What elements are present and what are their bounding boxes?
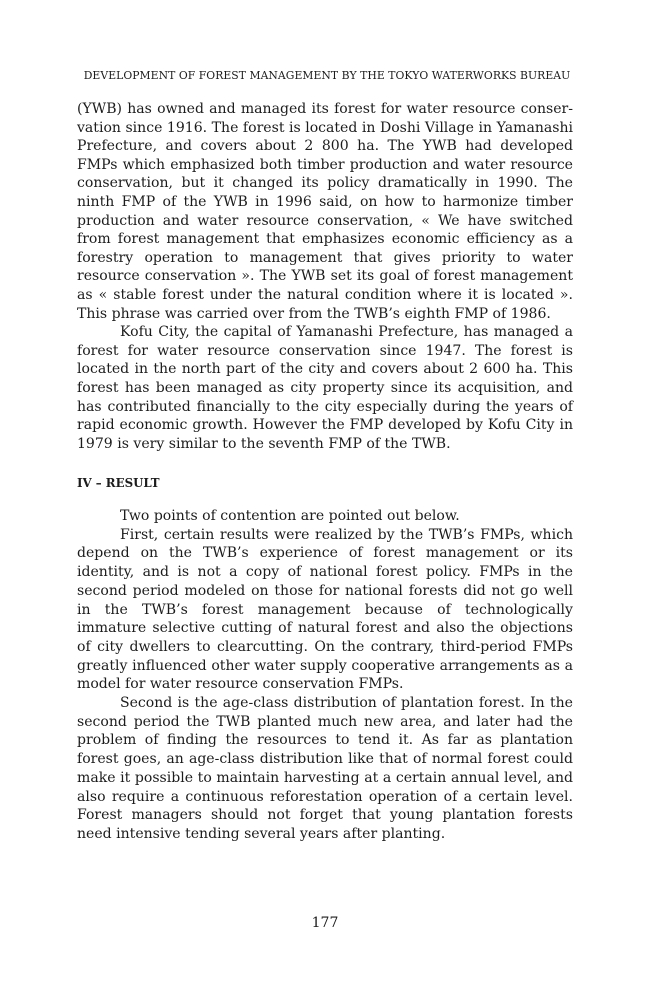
paragraph-first-point: First, certain results were realized by the TWB’s FMPs, which depend on the TWB’s experience of forest management or its identity, and is not a copy of national forest policy. FMPs in the second period modeled on those for national forests did not go well in the TWB’s forest management because of technologically immature selective cutting of natural forest and also the objections of city dwellers to clearcutting. On the contrary, third-period FMPs greatly influenced other water supply cooperative arrangements as a model for water resource conservation FMPs. (77, 526, 573, 693)
body-text-top (77, 100, 573, 453)
paragraph-second-point: Second is the age-class distribution of plantation forest. In the second period the TWB planted much new area, and later had the problem of finding the resources to tend it. As far as plantation forest goes, an age-class distribution like that of normal forest could make it possible to maintain harvesting at a certain annual level, and also require a continuous reforestation operation of a certain level. Forest managers should not forget that young plantation forests need intensive tending several years after planting. (77, 695, 573, 842)
page-number: 177 (311, 915, 339, 931)
section-heading: IV – RESULT (77, 476, 160, 490)
body-text-result (77, 507, 573, 844)
paragraph-kofu-city: Kofu City, the capital of Yamanashi Prefecture, has managed a forest for water resource conservation since 1947. The forest is located in the north part of the city and covers about 2 600 ha. This forest has been managed as city property since its acquisition, and has contributed financially to the city especially during the years of rapid economic growth. However the FMP developed by Kofu City in 1979 is very similar to the seventh FMP of the TWB. (77, 324, 573, 452)
paragraph-intro: Two points of contention are pointed out below. (120, 508, 460, 524)
running-head: DEVELOPMENT OF FOREST MANAGEMENT BY THE TOKYO WATERWORKS BUREAU (83, 69, 571, 82)
paragraph-ywb: (YWB) has owned and managed its forest for water resource conservation since 1916. The forest is located in Doshi Village in Yamanashi Prefecture, and covers about 2 800 ha. The YWB had developed FMPs which emphasized both timber production and water resource conservation, but it changed its policy dramatically in 1990. The ninth FMP of the YWB in 1996 said, on how to harmonize timber production and water resource conservation, « We have switched from forest management that emphasizes economic efficiency as a forestry operation to management that gives priority to water resource conservation ». The YWB set its goal of forest management as « stable forest under the natural condition where it is located ». This phrase was carried over from the TWB’s eighth FMP of 1986. (77, 101, 573, 322)
